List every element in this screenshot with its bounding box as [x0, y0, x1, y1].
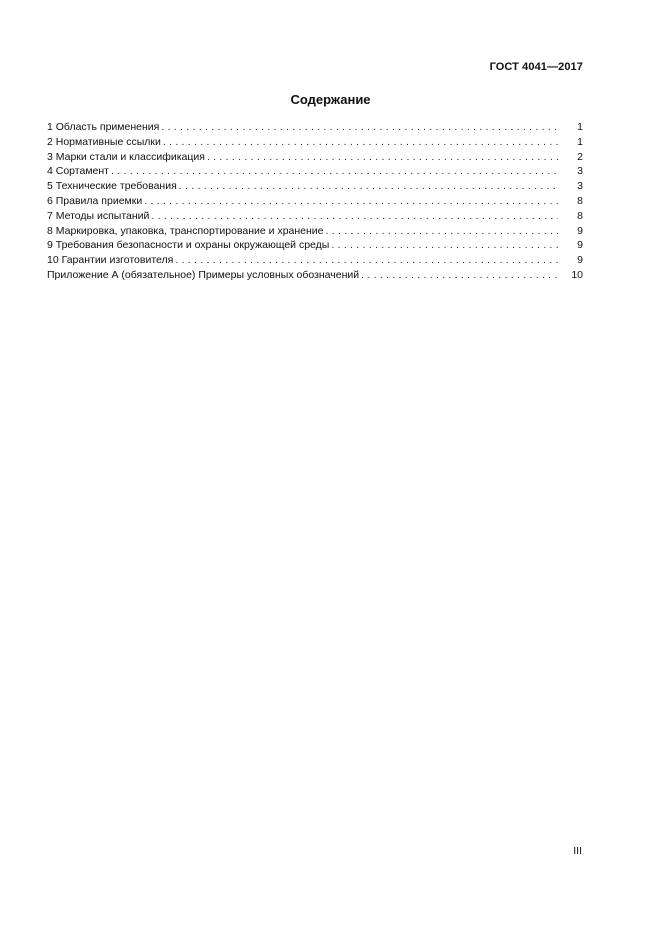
- toc-item[interactable]: [47, 135, 583, 150]
- page-number: III: [573, 845, 582, 857]
- toc-item-page: 8: [577, 194, 583, 207]
- toc-item[interactable]: [47, 253, 583, 268]
- toc-item[interactable]: [47, 120, 583, 135]
- toc-leader-dots: [161, 120, 558, 135]
- toc-item-label: 9 Требования безопасности и охраны окружающей среды: [47, 239, 330, 252]
- toc-leader-dots: [151, 209, 558, 224]
- toc-item[interactable]: [47, 164, 583, 179]
- toc-item-page: 2: [577, 150, 583, 163]
- toc-item-label: 1 Область применения: [47, 121, 160, 133]
- toc-item-label: 4 Сортамент: [47, 165, 109, 178]
- toc-item[interactable]: [47, 209, 583, 224]
- toc-item-label: 7 Методы испытаний: [47, 209, 150, 222]
- toc-item-page: 8: [577, 209, 583, 222]
- toc-leader-dots: [179, 179, 558, 194]
- toc-item-page: 3: [577, 165, 583, 178]
- toc-item[interactable]: [47, 268, 583, 283]
- toc-leader-dots: [207, 150, 558, 165]
- toc-leader-dots: [111, 164, 558, 179]
- toc-leader-dots: [331, 238, 558, 253]
- toc-item-label: 5 Технические требования: [47, 180, 177, 193]
- table-of-contents: [47, 120, 583, 283]
- toc-item-label: 3 Марки стали и классификация: [47, 150, 205, 163]
- toc-item-label: 6 Правила приемки: [47, 194, 143, 207]
- toc-item-label: 10 Гарантии изготовителя: [47, 254, 174, 267]
- toc-item-page: 9: [577, 224, 583, 237]
- toc-item[interactable]: [47, 224, 583, 239]
- toc-item-page: 1: [577, 121, 583, 133]
- toc-leader-dots: [326, 224, 558, 239]
- toc-leader-dots: [361, 268, 558, 283]
- toc-item-label: 2 Нормативные ссылки: [47, 135, 161, 148]
- toc-item-page: 1: [577, 135, 583, 148]
- document-code: ГОСТ 4041—2017: [489, 61, 583, 73]
- toc-title: Содержание: [290, 92, 371, 107]
- toc-item[interactable]: [47, 238, 583, 253]
- toc-item-label: Приложение А (обязательное) Примеры условных обозначений: [47, 268, 360, 281]
- toc-leader-dots: [163, 135, 558, 150]
- toc-item-page: 10: [571, 268, 583, 281]
- toc-leader-dots: [175, 253, 558, 268]
- toc-item-page: 9: [577, 239, 583, 252]
- toc-item-label: 8 Маркировка, упаковка, транспортирование и хранение: [47, 224, 324, 237]
- toc-item-page: 3: [577, 180, 583, 193]
- toc-leader-dots: [144, 194, 558, 209]
- toc-item[interactable]: [47, 150, 583, 165]
- toc-item[interactable]: [47, 179, 583, 194]
- toc-item-page: 9: [577, 254, 583, 267]
- toc-item[interactable]: [47, 194, 583, 209]
